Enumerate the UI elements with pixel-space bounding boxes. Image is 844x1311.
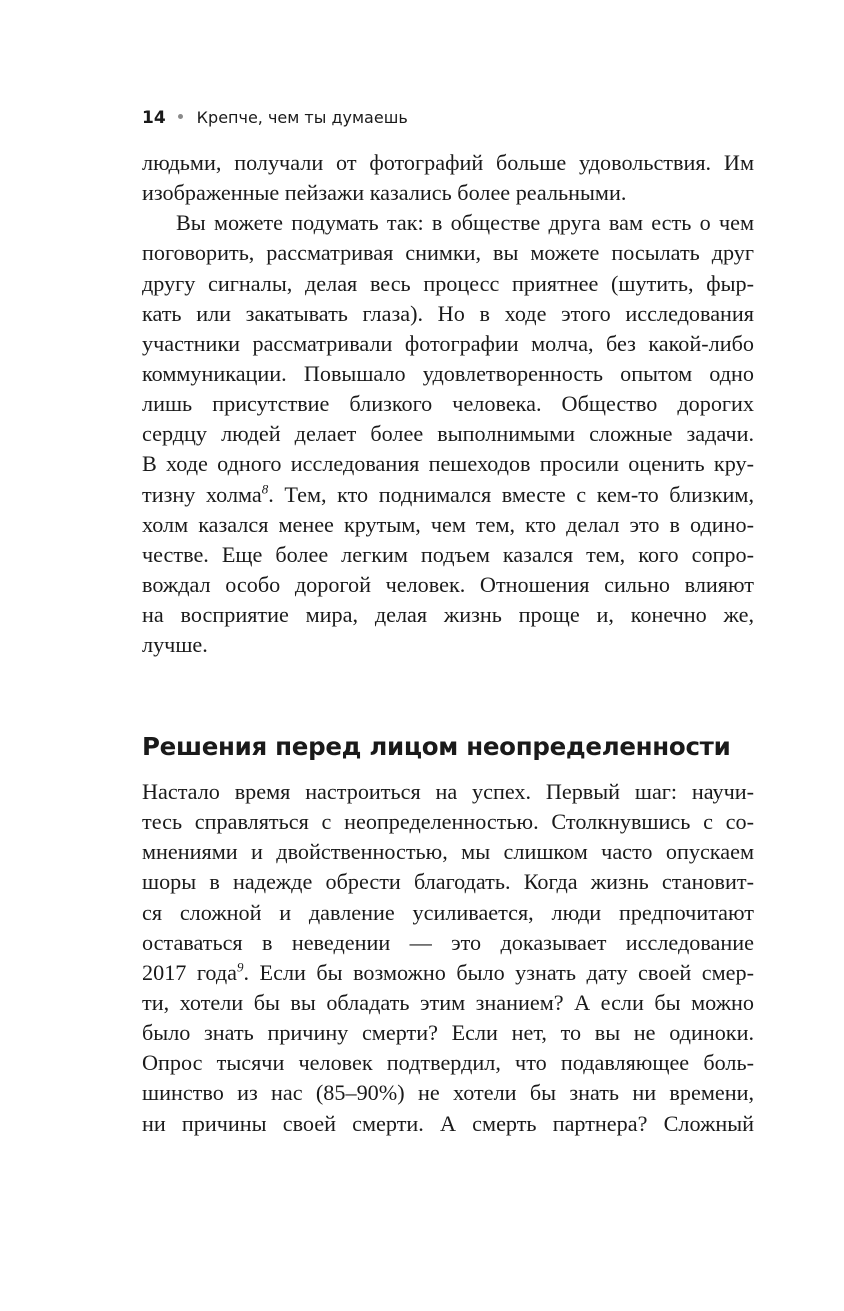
- text-line: другу сигналы, делая весь процесс приятнее (шутить, фыр-: [142, 270, 754, 296]
- footnote-marker[interactable]: 8: [261, 481, 269, 497]
- text-line: мнениями и двойственностью, мы слишком часто опускаем: [142, 839, 754, 865]
- section-heading: Решения перед лицом неопределенности: [142, 732, 731, 761]
- text-line: вождал особо дорогой человек. Отношения сильно влияют: [142, 571, 754, 597]
- text-line: холм казался менее крутым, чем тем, кто делал это в одино-: [142, 511, 754, 537]
- text-line: [142, 958, 754, 988]
- text-line: сердцу людей делает более выполнимыми сложные задачи.: [142, 421, 754, 447]
- text-line: было знать причину смерти? Если нет, то вы не одиноки.: [142, 1020, 754, 1046]
- body-text-section-2: [142, 777, 754, 1139]
- text-line: ти, хотели бы вы обладать этим знанием? А если бы можно: [142, 989, 754, 1015]
- text-line: участники рассматривали фотографии молча, без какой-либо: [142, 330, 754, 356]
- running-head: [142, 104, 408, 132]
- book-title: Крепче, чем ты думаешь: [196, 108, 408, 127]
- separator-dot-icon: [178, 114, 183, 119]
- text-line: Настало время настроиться на успех. Первый шаг: научи-: [142, 779, 754, 804]
- text-line: людьми, получали от фотографий больше удовольствия. Им: [142, 150, 754, 175]
- text-line: лучше.: [142, 632, 208, 658]
- text-fragment: . Если бы возможно было узнать дату своей смер-: [243, 959, 755, 985]
- text-line: [142, 480, 754, 510]
- text-fragment: . Тем, кто поднимался вместе с кем-то близким,: [268, 481, 754, 507]
- page-number: 14: [142, 108, 166, 128]
- text-line: коммуникации. Повышало удовлетворенность опытом одно: [142, 360, 754, 386]
- text-line: Вы можете подумать так: в обществе друга вам есть о чем: [176, 210, 754, 236]
- footnote-marker[interactable]: 9: [237, 959, 244, 975]
- text-line: на восприятие мира, делая жизнь проще и, конечно же,: [142, 602, 754, 628]
- text-line: ся сложной и давление усиливается, люди предпочитают: [142, 899, 754, 925]
- text-line: В ходе одного исследования пешеходов просили оценить кру-: [142, 451, 754, 477]
- text-fragment: тизну холма: [142, 481, 262, 507]
- text-line: оставаться в неведении — это доказывает исследование: [142, 929, 754, 955]
- text-line: изображенные пейзажи казались более реальными.: [142, 180, 627, 206]
- text-line: кать или закатывать глаза). Но в ходе этого исследования: [142, 300, 754, 326]
- text-line: шинство из нас (85–90%) не хотели бы знать ни времени,: [142, 1080, 754, 1106]
- text-line: шоры в надежде обрести благодать. Когда жизнь становит-: [142, 869, 754, 895]
- body-text-section-1: [142, 148, 754, 660]
- text-line: честве. Еще более легким подъем казался тем, кого сопро-: [142, 541, 754, 567]
- text-line: Опрос тысячи человек подтвердил, что подавляющее боль-: [142, 1050, 754, 1076]
- text-line: тесь справляться с неопределенностью. Столкнувшись с со-: [142, 809, 754, 835]
- text-line: поговорить, рассматривая снимки, вы можете посылать друг: [142, 240, 754, 266]
- text-fragment: 2017 года: [142, 959, 238, 985]
- text-line: ни причины своей смерти. А смерть партнера? Сложный: [142, 1110, 754, 1136]
- text-line: лишь присутствие близкого человека. Общество дорогих: [142, 391, 754, 417]
